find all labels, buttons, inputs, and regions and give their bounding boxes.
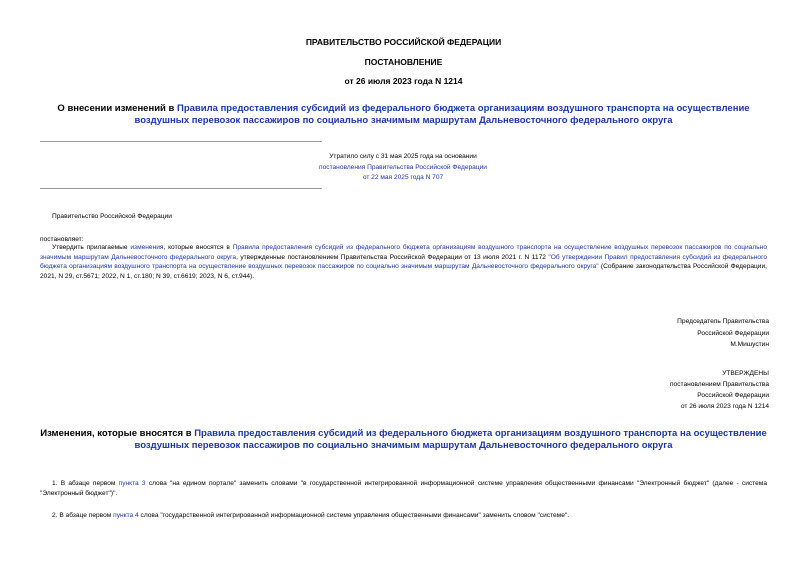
item-2-point-link[interactable]: пункта 4 [113, 512, 139, 519]
item-1-text-b: слова "на едином портале" заменить словами "в государственной интегрированной информационной системе управления общественными финансами "Электронный бюджет" (далее - система "Электронный бюджет")". [40, 480, 767, 497]
p1-text-b: , которые вносятся в [163, 244, 233, 251]
validity-line-1: Утратило силу с 31 мая 2025 года на основании [329, 153, 477, 160]
government-heading: ПРАВИТЕЛЬСТВО РОССИЙСКОЙ ФЕДЕРАЦИИ [305, 37, 502, 47]
divider-top [40, 141, 322, 142]
changes-title-rules-link[interactable]: Правила предоставления субсидий из федерального бюджета организациям воздушного транспорта на осуществление воздушных перевозок пассажиров по социально значимым маршрутам Дальневосточного федерального округа [134, 428, 767, 451]
decrees-word: постановляет: [40, 236, 84, 243]
item-1 [40, 479, 767, 498]
p1-text-d: (Собрание законодательства Российской Федерации, 2021, N 29, ст.5671; 2022, N 1, ст.180; N 39, ст.6619; 2023, N 6, ст.944). [40, 263, 767, 280]
changes-link[interactable]: изменения [130, 244, 164, 251]
approved-block [569, 368, 769, 412]
item-1-point-link[interactable]: пункта 3 [118, 480, 146, 487]
signature-block [569, 316, 769, 351]
item-2-text-a: 2. В абзаце первом [52, 512, 114, 519]
paragraph-approve [40, 243, 767, 281]
approved-date: от 26 июля 2023 года N 1214 [680, 403, 769, 410]
item-1-text-a: 1. В абзаце первом [52, 480, 119, 487]
rules-link[interactable]: Правила предоставления субсидий из федерального бюджета организациям воздушного транспорта на осуществление воздушных перевозок пассажиров по социально значимым маршрутам Дальневосточного федерального округа [40, 244, 767, 261]
approved-label: УТВЕРЖДЕНЫ [722, 370, 769, 377]
item-2 [40, 511, 767, 521]
item-2-text-b: слова "государственной интегрированной информационной системе управления общественными финансами" заменить словом "системе". [138, 512, 570, 519]
approved-line-2: постановлением Правительства [669, 381, 769, 388]
changes-title-prefix: Изменения, которые вносятся в [40, 428, 195, 439]
validity-decree-link[interactable]: постановления Правительства Российской Федерации [319, 163, 487, 171]
approved-line-3: Российской Федерации [697, 392, 769, 399]
validity-decree-date-link[interactable]: от 22 мая 2025 года N 707 [362, 174, 444, 181]
signature-position: Председатель Правительства [677, 318, 769, 325]
document-title [40, 103, 767, 127]
divider-bottom [40, 188, 322, 189]
signature-position-2: Российской Федерации [697, 329, 769, 337]
document-date-number: от 26 июля 2023 года N 1214 [344, 76, 463, 86]
validity-note [300, 152, 506, 184]
decree-1172-link[interactable]: "Об утверждении Правил предоставления субсидий из федерального бюджета организациям воздушного транспорта на осуществление воздушных перевозок пассажиров по социально значимым маршрутам Дальневосточного федерального округа" [40, 253, 767, 271]
document-type: ПОСТАНОВЛЕНИЕ [364, 57, 443, 67]
p1-text-a: Утвердить прилагаемые [52, 244, 131, 251]
title-prefix: О внесении изменений в [57, 103, 178, 114]
signature-name: М.Мишустин [730, 341, 769, 348]
issuer: Правительство Российской Федерации [52, 213, 172, 220]
changes-title [40, 428, 767, 452]
p1-text-c: , утвержденные постановлением Правительства Российской Федерации от 13 июля 2021 г. N 1172 [236, 253, 549, 261]
title-rules-link[interactable]: Правила предоставления субсидий из федерального бюджета организациям воздушного транспорта на осуществление воздушных перевозок пассажиров по социально значимым маршрутам Дальневосточного федерального округа [134, 103, 750, 126]
